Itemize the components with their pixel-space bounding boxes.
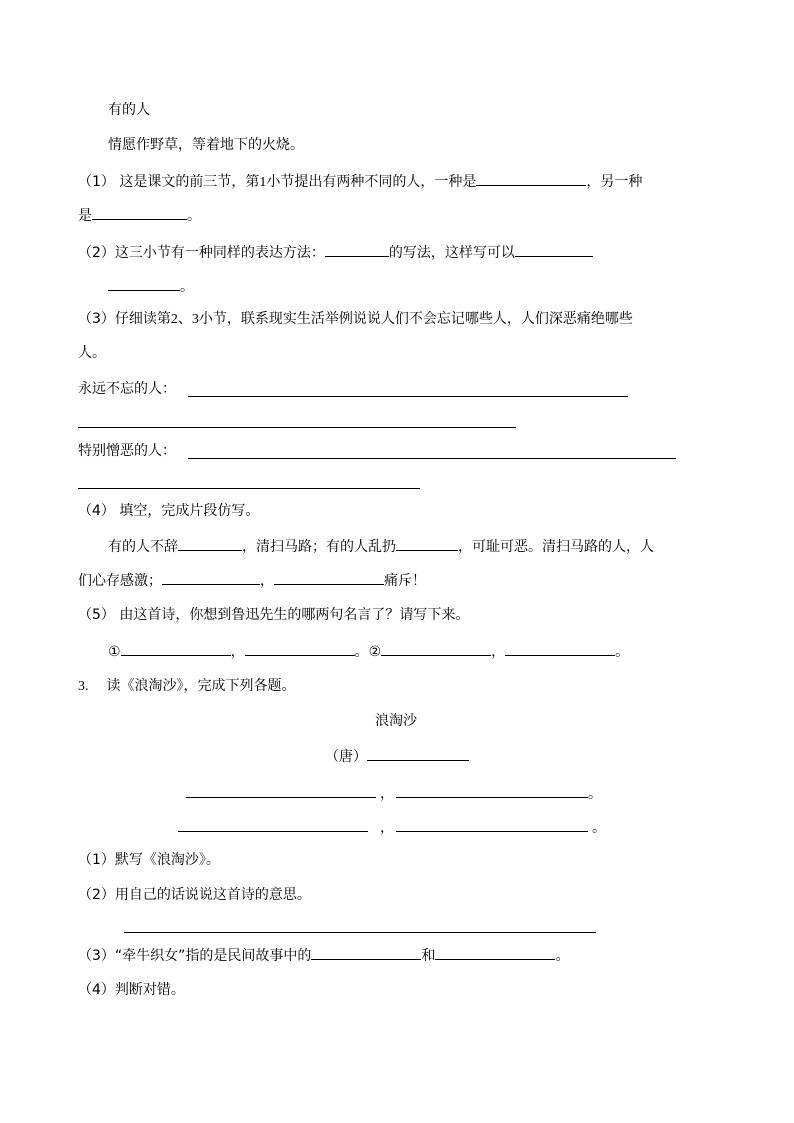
answer-line[interactable] bbox=[124, 932, 596, 933]
answer-blank[interactable] bbox=[325, 242, 389, 257]
answer-blank[interactable] bbox=[92, 205, 187, 220]
poem-author-line: （唐） bbox=[325, 746, 469, 766]
question-label: （1） bbox=[78, 852, 115, 868]
question-1: （1） 这是课文的前三节，第1小节提出有两种不同的人，一种是 ，另一种 bbox=[78, 171, 642, 192]
question-label: （3） bbox=[78, 948, 115, 964]
s3-question-2: （2）用自己的话说说这首诗的意思。 bbox=[78, 887, 311, 903]
answer-blank[interactable] bbox=[311, 945, 421, 960]
question-4-line2: 们心存感激； ， 痛斥！ bbox=[78, 570, 426, 590]
hate-label: 特别憎恶的人： bbox=[78, 443, 176, 459]
question-5: （5） 由这首诗，你想到鲁迅先生的哪两句名言了？请写下来。 bbox=[78, 607, 470, 623]
answer-line[interactable] bbox=[78, 427, 516, 428]
answer-blank[interactable] bbox=[245, 641, 355, 656]
question-label: （2） bbox=[78, 887, 115, 903]
answer-blank[interactable] bbox=[396, 783, 588, 798]
poem-line-blank-1: ， 。 bbox=[186, 783, 602, 803]
question-1-cont: 是 。 bbox=[78, 205, 201, 225]
answer-blank[interactable] bbox=[515, 242, 593, 257]
question-4: （4） 填空，完成片段仿写。 bbox=[78, 503, 260, 519]
question-5-answers: ① ， 。② ， 。 bbox=[108, 641, 629, 661]
poem-line: 有的人 bbox=[108, 102, 150, 118]
answer-blank[interactable] bbox=[162, 570, 260, 585]
s3-question-3: （3）“牵牛织女”指的是民间故事中的 和 。 bbox=[78, 945, 569, 965]
answer-blank[interactable] bbox=[505, 641, 615, 656]
section-3-heading: 3. 读《浪淘沙》，完成下列各题。 bbox=[78, 678, 296, 694]
s3-question-1: （1）默写《浪淘沙》。 bbox=[78, 852, 220, 868]
answer-blank[interactable] bbox=[178, 536, 242, 551]
question-3: （3）仔细读第2、3小节，联系现实生活举例说说人们不会忘记哪些人，人们深恶痛绝哪些 bbox=[78, 311, 633, 327]
question-2-cont: 。 bbox=[108, 276, 194, 296]
poem-title: 浪淘沙 bbox=[375, 713, 417, 729]
question-label: （4） bbox=[78, 503, 115, 519]
answer-line[interactable] bbox=[78, 488, 420, 489]
question-label: （2） bbox=[78, 245, 115, 261]
question-3-cont: 人。 bbox=[78, 345, 106, 361]
answer-blank[interactable] bbox=[274, 570, 384, 585]
answer-blank[interactable] bbox=[435, 945, 555, 960]
question-label: （1） bbox=[78, 174, 115, 190]
s3-question-4: （4）判断对错。 bbox=[78, 982, 185, 998]
answer-blank[interactable] bbox=[121, 641, 231, 656]
answer-line[interactable] bbox=[188, 458, 676, 459]
answer-line[interactable] bbox=[188, 396, 628, 397]
poem-line-blank-2: ， 。 bbox=[178, 817, 606, 837]
question-label: （3） bbox=[78, 311, 115, 327]
answer-blank[interactable] bbox=[108, 276, 180, 291]
question-4-line1: 有的人不辞 ，清扫马路；有的人乱扔 ，可耻可恶。清扫马路的人，人 bbox=[108, 536, 654, 556]
question-label: （5） bbox=[78, 607, 115, 623]
question-2: （2）这三小节有一种同样的表达方法： 的写法，这样写可以 bbox=[78, 242, 593, 262]
answer-blank[interactable] bbox=[186, 783, 376, 798]
answer-blank[interactable] bbox=[396, 817, 588, 832]
answer-blank[interactable] bbox=[396, 536, 458, 551]
section-number: 3. bbox=[78, 679, 89, 694]
answer-blank[interactable] bbox=[178, 817, 368, 832]
answer-blank[interactable] bbox=[476, 171, 586, 186]
remember-label: 永远不忘的人： bbox=[78, 381, 176, 397]
question-label: （4） bbox=[78, 982, 115, 998]
answer-blank[interactable] bbox=[381, 641, 491, 656]
author-blank[interactable] bbox=[367, 746, 469, 761]
poem-line: 情愿作野草，等着地下的火烧。 bbox=[108, 137, 304, 153]
